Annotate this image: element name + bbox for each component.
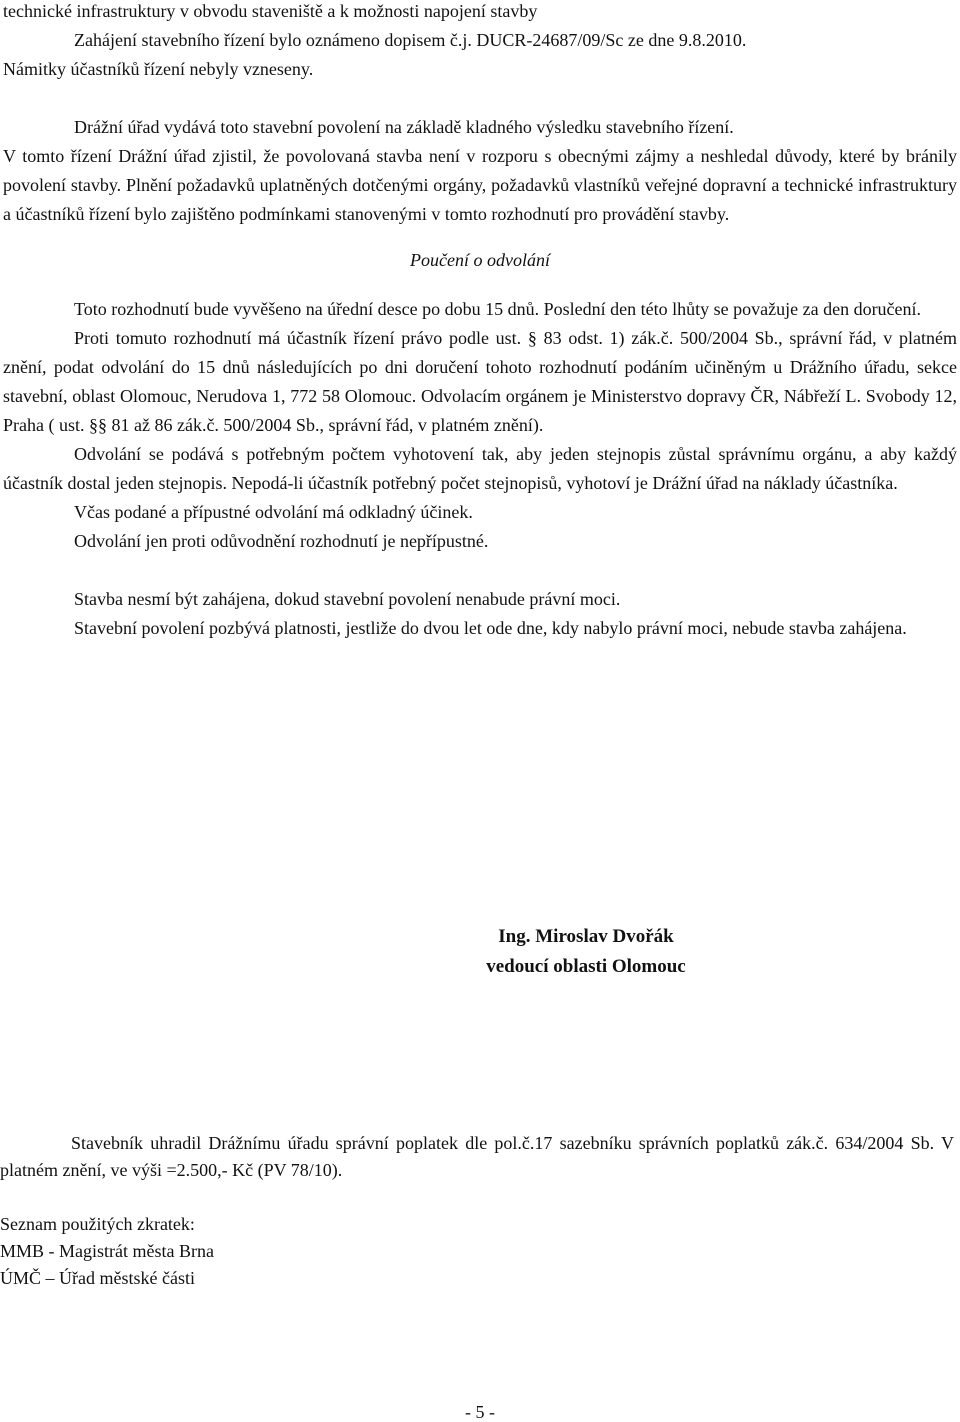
spacer xyxy=(3,84,957,113)
paragraph-vydava: Drážní úřad vydává toto stavební povolení na základě kladného výsledku stavebního řízení. xyxy=(74,117,734,137)
signature-block xyxy=(400,922,772,982)
validity-paragraph-1: Stavba nesmí být zahájena, dokud stavební povolení nenabude právní moci. xyxy=(74,589,621,609)
document-page xyxy=(3,0,957,643)
abbreviation-item: MMB - Magistrát města Brna xyxy=(0,1241,214,1261)
paragraph-zjistil: V tomto řízení Drážní úřad zjistil, že povolovaná stavba není v rozporu s obecnými zájmy a neshledal důvody, které by bránily povolení stavby. Plnění požadavků uplatněných dotčenými orgány, požadavků vlastníků veřejné dopravní a technické infrastruktury a účastníků řízení bylo zajištěno podmínkami stanovenými v tomto rozhodnutí pro provádění stavby. xyxy=(3,146,957,224)
spacer xyxy=(3,556,957,585)
signatory-title: vedoucí oblasti Olomouc xyxy=(486,956,686,977)
paragraph-namitky: Námitky účastníků řízení nebyly vzneseny. xyxy=(3,59,314,79)
appeal-paragraph-5: Odvolání jen proti odůvodnění rozhodnutí je nepřípustné. xyxy=(74,531,489,551)
text-line-top: technické infrastruktury v obvodu staveniště a k možnosti napojení stavby xyxy=(3,1,538,21)
appeal-paragraph-2: Proti tomuto rozhodnutí má účastník řízení právo podle ust. § 83 odst. 1) zák.č. 500/2004 Sb., správní řád, v platném znění, podat odvolání do 15 dnů následujících po dni doručení tohoto rozhodnutí podáním učiněným u Drážního úřadu, sekce stavební, oblast Olomouc, Nerudova 1, 772 58 Olomouc. Odvolacím orgánem je Ministerstvo dopravy ČR, Nábřeží L. Svobody 12, Praha ( ust. §§ 81 až 86 zák.č. 500/2004 Sb., správní řád, v platném znění). xyxy=(3,328,957,435)
appeal-paragraph-4: Včas podané a přípustné odvolání má odkladný účinek. xyxy=(74,502,473,522)
appeal-paragraph-1: Toto rozhodnutí bude vyvěšeno na úřední desce po dobu 15 dnů. Poslední den této lhůty se považuje za den doručení. xyxy=(74,299,922,319)
paragraph-zahajeni: Zahájení stavebního řízení bylo oznámeno dopisem č.j. DUCR-24687/09/Sc ze dne 9.8.2010. xyxy=(74,30,747,50)
abbreviations-heading: Seznam použitých zkratek: xyxy=(0,1214,195,1234)
abbreviation-item: ÚMČ – Úřad městské části xyxy=(0,1268,195,1288)
signatory-name: Ing. Miroslav Dvořák xyxy=(498,926,674,947)
page-number: - 5 - xyxy=(465,1402,495,1422)
appeal-paragraph-3: Odvolání se podává s potřebným počtem vyhotovení tak, aby jeden stejnopis zůstal správnímu orgánu, a aby každý účastník dostal jeden stejnopis. Nepodá-li účastník potřebný počet stejnopisů, vyhotoví je Drážní úřad na náklady účastníka. xyxy=(3,444,957,493)
fee-note: Stavebník uhradil Drážnímu úřadu správní poplatek dle pol.č.17 sazebníku správních poplatků zák.č. 634/2004 Sb. V platném znění, ve výši =2.500,- Kč (PV 78/10). xyxy=(0,1133,954,1180)
appeal-heading: Poučení o odvolání xyxy=(410,250,550,270)
validity-paragraph-2: Stavební povolení pozbývá platnosti, jestliže do dvou let ode dne, kdy nabylo právní moci, nebude stavba zahájena. xyxy=(74,618,907,638)
abbreviations-list xyxy=(0,1211,214,1292)
